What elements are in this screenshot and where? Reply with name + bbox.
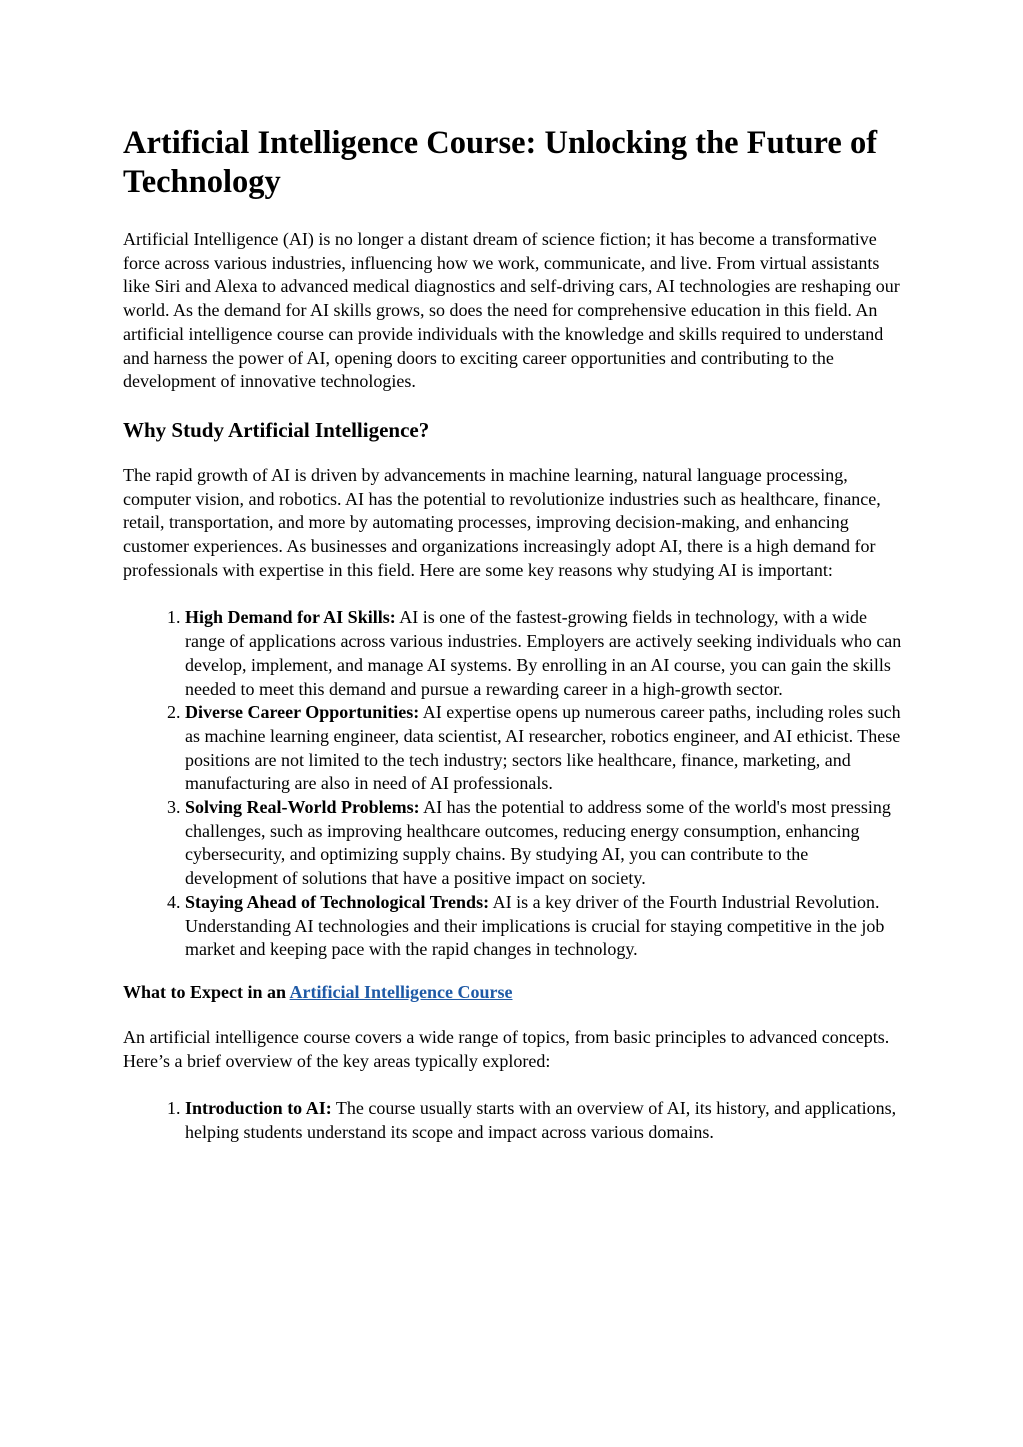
list-item [185,891,903,962]
heading-prefix: What to Expect in an [123,981,290,1002]
document-page [123,124,903,1163]
list-item-text: The course usually starts with an overview of AI, its history, and applications, helping students understand its scope and impact across various domains. [185,1098,897,1143]
list-item [185,1097,903,1144]
list-item [185,606,903,701]
page-title: Artificial Intelligence Course: Unlocking the Future of Technology [123,125,878,200]
list-item-label: Staying Ahead of Technological Trends: [185,891,490,912]
what-to-expect-paragraph: An artificial intelligence course covers a wide range of topics, from basic principles to advanced concepts. Here’s a brief overview of the key areas typically explored: [123,1026,890,1071]
list-item-label: Introduction to AI: [185,1098,332,1119]
reasons-list [123,606,903,962]
topics-list [123,1097,903,1144]
list-item-label: High Demand for AI Skills: [185,607,396,628]
list-item-text: AI is a key driver of the Fourth Industrial Revolution. Understanding AI technologies and their implications is crucial for staying competitive in the job market and keeping pace with the rapid changes in technology. [185,891,885,960]
why-study-paragraph: The rapid growth of AI is driven by advancements in machine learning, natural language processing, computer vision, and robotics. AI has the potential to revolutionize industries such as healthcare, finance, retail, transportation, and more by automating processes, improving decision-making, and enhancing customer experiences. As businesses and organizations increasingly adopt AI, there is a high demand for professionals with expertise in this field. Here are some key reasons why studying AI is important: [123,464,881,580]
list-item-text: AI is one of the fastest-growing fields in technology, with a wide range of applications across various industries. Employers are actively seeking individuals who can develop, implement, and manage AI systems. By enrolling in an AI course, you can gain the skills needed to meet this demand and pursue a rewarding career in a high-growth sector. [185,607,902,699]
list-item-text: AI has the potential to address some of the world's most pressing challenges, such as improving healthcare outcomes, reducing energy consumption, enhancing cybersecurity, and optimizing supply chains. By studying AI, you can contribute to the development of solutions that have a positive impact on society. [185,797,891,889]
section-heading-why-study: Why Study Artificial Intelligence? [123,417,430,442]
section-heading-what-to-expect [123,980,903,1004]
list-item [185,701,903,796]
list-item-label: Solving Real-World Problems: [185,797,420,818]
list-item [185,796,903,891]
course-link[interactable]: Artificial Intelligence Course [289,981,513,1002]
intro-paragraph: Artificial Intelligence (AI) is no longer a distant dream of science fiction; it has become a transformative force across various industries, influencing how we work, communicate, and live. From virtual assistants like Siri and Alexa to advanced medical diagnostics and self-driving cars, AI technologies are reshaping our world. As the demand for AI skills grows, so does the need for comprehensive education in this field. An artificial intelligence course can provide individuals with the knowledge and skills required to understand and harness the power of AI, opening doors to exciting career opportunities and contributing to the development of innovative technologies. [123,229,900,392]
list-item-label: Diverse Career Opportunities: [185,702,420,723]
list-item-text: AI expertise opens up numerous career paths, including roles such as machine learning engineer, data scientist, AI researcher, robotics engineer, and AI ethicist. These positions are not limited to the tech industry; sectors like healthcare, finance, marketing, and manufacturing are also in need of AI professionals. [185,702,901,794]
